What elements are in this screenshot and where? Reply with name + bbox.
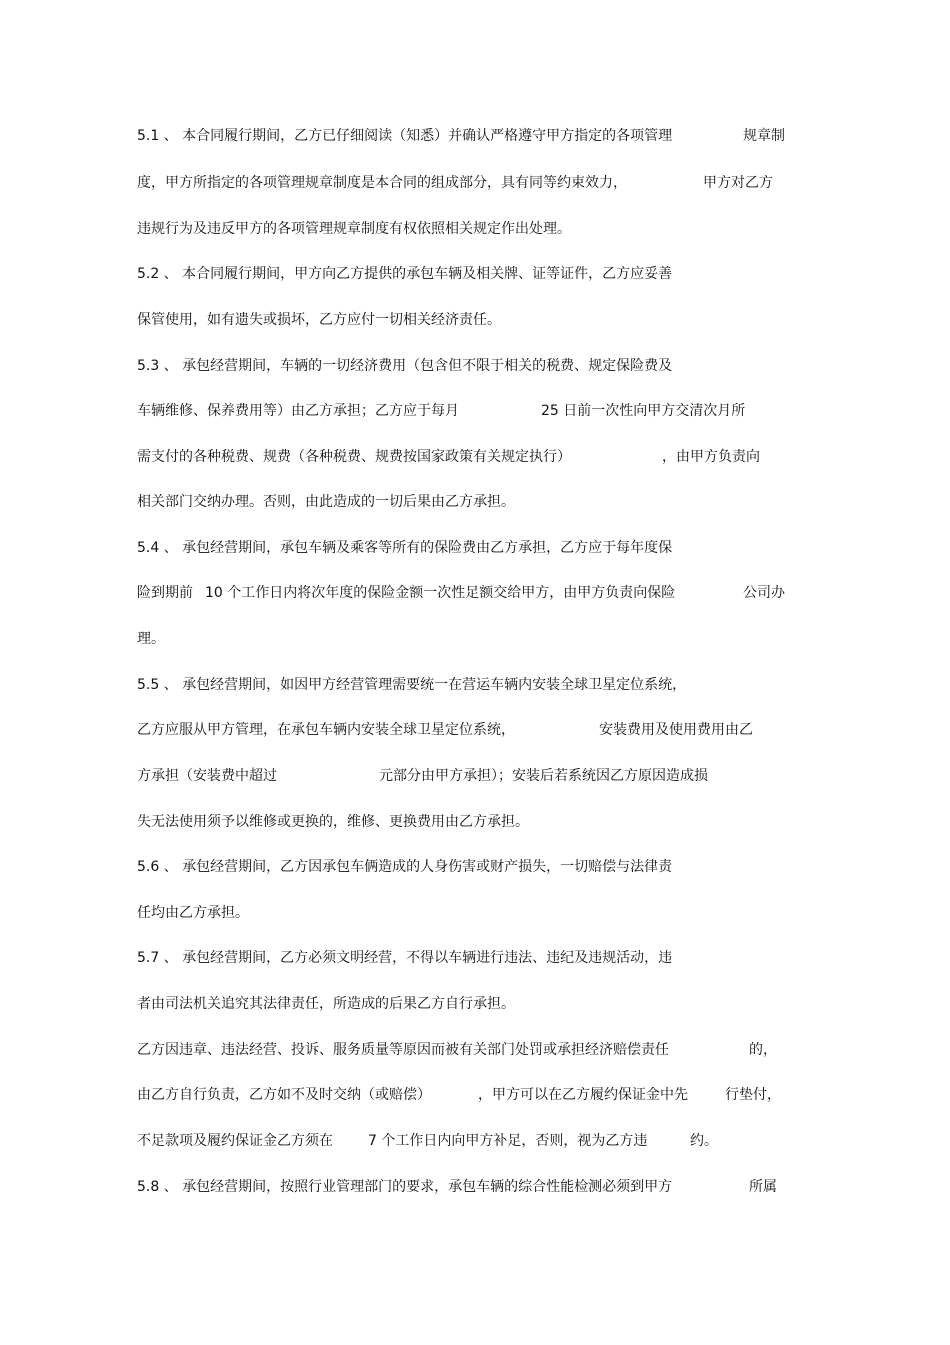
text-segment: 5.7 、 承包经营期间，乙方必须文明经营，不得以车辆进行违法、违纪及违规活动，违 bbox=[137, 950, 673, 966]
text-segment: ，甲方可以在乙方履约保证金中先 bbox=[478, 1087, 688, 1103]
text-segment: 约。 bbox=[690, 1133, 718, 1149]
text-line bbox=[0, 1083, 950, 1107]
text-line bbox=[0, 992, 950, 1016]
text-line bbox=[0, 536, 950, 560]
text-segment: 5.8 、 承包经营期间，按照行业管理部门的要求，承包车辆的综合性能检测必须到甲方 bbox=[137, 1179, 673, 1195]
text-line bbox=[0, 354, 950, 378]
text-line bbox=[0, 1175, 950, 1199]
text-segment: 由乙方自行负责，乙方如不及时交纳（或赔偿） bbox=[137, 1087, 431, 1103]
text-segment: 7 个工作日内向甲方补足，否则，视为乙方违 bbox=[368, 1133, 648, 1149]
text-segment: 5.3 、 承包经营期间，车辆的一切经济费用（包含但不限于相关的税费、规定保险费及 bbox=[137, 358, 673, 374]
text-line bbox=[0, 308, 950, 332]
text-segment: 行垫付， bbox=[725, 1087, 781, 1103]
text-segment: 的， bbox=[749, 1042, 777, 1058]
text-segment: 度，甲方所指定的各项管理规章制度是本合同的组成部分，具有同等约束效力， bbox=[137, 175, 627, 191]
text-segment: 5.5 、 承包经营期间，如因甲方经营管理需要统一在营运车辆内安装全球卫星定位系统， bbox=[137, 677, 687, 693]
text-line bbox=[0, 399, 950, 423]
text-segment: 所属 bbox=[749, 1179, 777, 1195]
text-line bbox=[0, 810, 950, 834]
text-segment: 5.4 、 承包经营期间，承包车辆及乘客等所有的保险费由乙方承担，乙方应于每年度保 bbox=[137, 540, 673, 556]
text-segment: 不足款项及履约保证金乙方须在 bbox=[137, 1133, 333, 1149]
text-line bbox=[0, 627, 950, 651]
text-segment: 5.6 、 承包经营期间，乙方因承包车俩造成的人身伤害或财产损失，一切赔偿与法律责 bbox=[137, 859, 673, 875]
text-segment: 失无法使用须予以维修或更换的，维修、更换费用由乙方承担。 bbox=[137, 814, 529, 830]
text-segment: 任均由乙方承担。 bbox=[137, 905, 249, 921]
text-segment: 5.2 、 本合同履行期间，甲方向乙方提供的承包车辆及相关牌、证等证件，乙方应妥善 bbox=[137, 266, 673, 282]
text-line bbox=[0, 718, 950, 742]
text-segment: 规章制 bbox=[743, 128, 785, 144]
text-segment: 乙方应服从甲方管理，在承包车辆内安装全球卫星定位系统， bbox=[137, 722, 515, 738]
text-line bbox=[0, 124, 950, 148]
text-line bbox=[0, 901, 950, 925]
text-segment: 需支付的各种税费、规费（各种税费、规费按国家政策有关规定执行） bbox=[137, 449, 571, 465]
text-line bbox=[0, 855, 950, 879]
text-line bbox=[0, 673, 950, 697]
text-line bbox=[0, 217, 950, 241]
text-segment: 公司办 bbox=[743, 585, 785, 601]
text-line bbox=[0, 581, 950, 605]
text-segment: 者由司法机关追究其法律责任，所造成的后果乙方自行承担。 bbox=[137, 996, 515, 1012]
text-line bbox=[0, 490, 950, 514]
text-segment: 25 日前一次性向甲方交清次月所 bbox=[541, 403, 746, 419]
text-segment: 安装费用及使用费用由乙 bbox=[599, 722, 753, 738]
text-segment: 5.1 、 本合同履行期间，乙方已仔细阅读（知悉）并确认严格遵守甲方指定的各项管理 bbox=[137, 128, 673, 144]
text-segment: 方承担（安装费中超过 bbox=[137, 768, 277, 784]
text-segment: 理。 bbox=[137, 631, 165, 647]
text-line bbox=[0, 1038, 950, 1062]
text-line bbox=[0, 946, 950, 970]
text-line bbox=[0, 171, 950, 195]
text-segment: 违规行为及违反甲方的各项管理规章制度有权依照相关规定作出处理。 bbox=[137, 221, 571, 237]
text-segment: 元部分由甲方承担）；安装后若系统因乙方原因造成损 bbox=[379, 768, 708, 784]
text-segment: 乙方因违章、违法经营、投诉、服务质量等原因而被有关部门处罚或承担经济赔偿责任 bbox=[137, 1042, 669, 1058]
text-line bbox=[0, 262, 950, 286]
text-line bbox=[0, 1129, 950, 1153]
text-segment: 相关部门交纳办理。否则，由此造成的一切后果由乙方承担。 bbox=[137, 494, 515, 510]
text-line bbox=[0, 445, 950, 469]
text-segment: 保管使用，如有遗失或损坏，乙方应付一切相关经济责任。 bbox=[137, 312, 501, 328]
text-segment: 险到期前 bbox=[137, 585, 193, 601]
text-segment: ，由甲方负责向 bbox=[662, 449, 760, 465]
text-line bbox=[0, 764, 950, 788]
text-segment: 甲方对乙方 bbox=[703, 175, 773, 191]
text-segment: 10 个工作日内将次年度的保险金额一次性足额交给甲方，由甲方负责向保险 bbox=[205, 585, 676, 601]
text-segment: 车辆维修、保养费用等）由乙方承担；乙方应于每月 bbox=[137, 403, 459, 419]
